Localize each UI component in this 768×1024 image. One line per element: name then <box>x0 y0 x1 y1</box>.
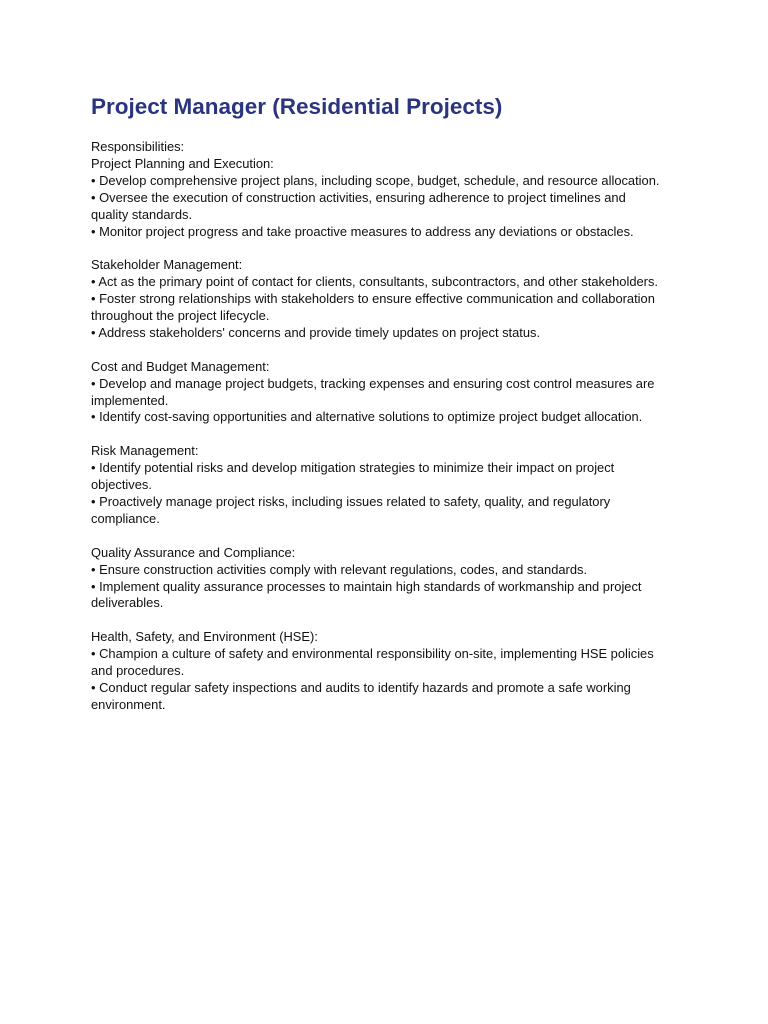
bullet-item <box>91 190 691 224</box>
bullet-line: • Foster strong relationships with stakeholders to ensure effective communication and collaboration <box>91 291 655 307</box>
bullet-line: throughout the project lifecycle. <box>91 308 270 324</box>
bullet-line: deliverables. <box>91 595 164 611</box>
bullet-line: quality standards. <box>91 206 193 222</box>
bullet-line: • Ensure construction activities comply with relevant regulations, codes, and standards. <box>91 561 588 577</box>
bullet-item <box>91 274 691 291</box>
bullet-line: • Champion a culture of safety and environmental responsibility on-site, implementing HSE policies <box>91 646 654 662</box>
section-heading: Cost and Budget Management: <box>91 358 270 374</box>
bullet-line: • Proactively manage project risks, including issues related to safety, quality, and regulatory <box>91 493 611 509</box>
bullet-item <box>91 494 691 528</box>
bullet-line: • Address stakeholders' concerns and provide timely updates on project status. <box>91 324 541 340</box>
section <box>91 629 691 714</box>
section <box>91 545 691 613</box>
bullet-line: compliance. <box>91 510 160 526</box>
bullet-line: environment. <box>91 696 166 712</box>
section <box>91 359 691 427</box>
document-content <box>91 92 691 714</box>
bullet-line: • Identify potential risks and develop mitigation strategies to minimize their impact on project <box>91 460 615 476</box>
section-heading: Risk Management: <box>91 443 199 459</box>
bullet-item <box>91 325 691 342</box>
bullet-item <box>91 224 691 241</box>
bullet-line: • Conduct regular safety inspections and audits to identify hazards and promote a safe working <box>91 679 631 695</box>
bullet-item <box>91 173 691 190</box>
bullet-line: • Oversee the execution of construction activities, ensuring adherence to project timelines and <box>91 189 626 205</box>
responsibilities-label: Responsibilities: <box>91 139 185 154</box>
bullet-line: • Monitor project progress and take proactive measures to address any deviations or obstacles. <box>91 223 634 239</box>
responsibilities-block <box>91 139 691 714</box>
bullet-item <box>91 460 691 494</box>
section <box>91 156 691 241</box>
bullet-line: • Develop and manage project budgets, tracking expenses and ensuring cost control measures are <box>91 375 655 391</box>
bullet-line: • Act as the primary point of contact for clients, consultants, subcontractors, and other stakeholders. <box>91 274 658 290</box>
section <box>91 443 691 528</box>
bullet-line: implemented. <box>91 392 169 408</box>
sections-list <box>91 156 691 714</box>
bullet-line: • Identify cost-saving opportunities and alternative solutions to optimize project budget allocation. <box>91 409 643 425</box>
bullet-item <box>91 646 691 680</box>
bullet-item <box>91 409 691 426</box>
section-heading: Project Planning and Execution: <box>91 155 274 171</box>
document-title: Project Manager (Residential Projects) <box>91 94 503 119</box>
bullet-line: objectives. <box>91 477 152 493</box>
bullet-item <box>91 376 691 410</box>
bullet-item <box>91 579 691 613</box>
section-heading: Stakeholder Management: <box>91 257 243 273</box>
bullet-line: • Develop comprehensive project plans, including scope, budget, schedule, and resource allocation. <box>91 172 660 188</box>
bullet-item <box>91 680 691 714</box>
section-heading: Quality Assurance and Compliance: <box>91 544 296 560</box>
bullet-line: • Implement quality assurance processes to maintain high standards of workmanship and project <box>91 578 642 594</box>
section <box>91 257 691 342</box>
bullet-item <box>91 291 691 325</box>
section-heading: Health, Safety, and Environment (HSE): <box>91 629 318 645</box>
bullet-item <box>91 562 691 579</box>
bullet-line: and procedures. <box>91 663 185 679</box>
